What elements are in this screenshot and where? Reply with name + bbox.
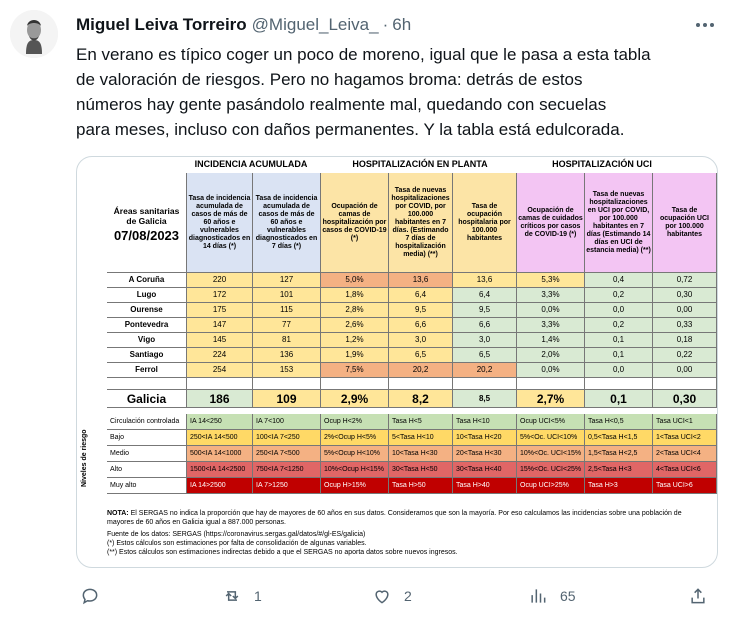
note-label: NOTA: <box>107 510 129 517</box>
areas-header-cell <box>107 173 187 273</box>
total-cell: 0,1 <box>585 390 653 408</box>
share-button[interactable] <box>688 584 708 608</box>
footnote-2: (**) Estos cálculos son estimaciones indirectas debido a que el SERGAS no aporta datos sobre nuevos ingresos. <box>107 549 458 556</box>
data-cell: 3,3% <box>517 318 585 333</box>
reply-icon <box>80 586 100 606</box>
spacer-cell <box>453 378 517 390</box>
area-name: Ferrol <box>107 363 187 378</box>
retweet-icon <box>222 586 242 606</box>
tweet-text: En verano es típico coger un poco de moreno, igual que le pasa a esta tabla de valoración de riesgos. Pero no hagamos broma: detrás de estos números hay gente pasándolo realmente mal, quedando con secuelas para meses, incluso con daños permanentes. Y la tabla está edulcorada. <box>76 45 651 139</box>
data-cell: 3,3% <box>517 288 585 303</box>
author-name[interactable]: Miguel Leiva Torreiro <box>76 15 247 34</box>
data-cell: 9,5 <box>389 303 453 318</box>
data-cell: 5,0% <box>321 273 389 288</box>
tweet-image[interactable] <box>76 156 718 568</box>
area-name: A Coruña <box>107 273 187 288</box>
like-count: 2 <box>404 588 412 604</box>
data-cell: 254 <box>187 363 253 378</box>
risk-threshold-cell: IA 7>1250 <box>253 478 321 494</box>
section-hospital-ward: HOSPITALIZACIÓN EN PLANTA <box>352 159 488 169</box>
areas-title: Áreas sanitarias de Galicia <box>113 205 180 226</box>
data-cell: 1,9% <box>321 348 389 363</box>
column-header: Tasa de ocupación UCI por 100.000 habitantes <box>653 173 717 273</box>
total-cell: 186 <box>187 390 253 408</box>
data-cell: 0,33 <box>653 318 717 333</box>
risk-threshold-cell: 1,5<Tasa H<2,5 <box>585 446 653 462</box>
risk-threshold-cell: 5<Tasa H<10 <box>389 430 453 446</box>
spacer-cell <box>187 378 253 390</box>
risk-level-name: Circulación controlada <box>107 414 187 430</box>
tweet-time[interactable]: 6h <box>392 15 412 34</box>
risk-level-name: Alto <box>107 462 187 478</box>
data-cell: 1,2% <box>321 333 389 348</box>
data-cell: 2,0% <box>517 348 585 363</box>
data-cell: 0,00 <box>653 363 717 378</box>
risk-threshold-cell: 0,5<Tasa H<1,5 <box>585 430 653 446</box>
data-cell: 147 <box>187 318 253 333</box>
total-cell: 8,2 <box>389 390 453 408</box>
data-cell: 0,0 <box>585 363 653 378</box>
total-cell: 109 <box>253 390 321 408</box>
data-cell: 0,2 <box>585 318 653 333</box>
data-cell: 101 <box>253 288 321 303</box>
view-count: 65 <box>560 588 576 604</box>
data-cell: 0,72 <box>653 273 717 288</box>
avatar[interactable] <box>10 10 58 58</box>
data-cell: 220 <box>187 273 253 288</box>
heart-icon <box>372 586 392 606</box>
column-header: Tasa de incidencia acumulada de casos de más de 60 años e vulnerables diagnosticados en 14 días (*) <box>187 173 253 273</box>
tweet-actions <box>76 584 722 608</box>
total-area-name: Galicia <box>107 390 187 408</box>
views-button[interactable] <box>528 584 576 608</box>
spacer-cell <box>389 378 453 390</box>
risk-level-name: Muy alto <box>107 478 187 494</box>
risk-threshold-cell: 250<IA 14<500 <box>187 430 253 446</box>
risk-threshold-cell: Tasa H<5 <box>389 414 453 430</box>
area-name: Santiago <box>107 348 187 363</box>
data-cell: 1,8% <box>321 288 389 303</box>
data-cell: 3,0 <box>389 333 453 348</box>
data-cell: 0,0% <box>517 363 585 378</box>
risk-threshold-cell: 2%<Ocup H<5% <box>321 430 389 446</box>
risk-threshold-cell: 5%<Oc. UCI<10% <box>517 430 585 446</box>
section-hospital-icu: HOSPITALIZACIÓN UCI <box>552 159 652 169</box>
risk-threshold-cell: Tasa UCI<1 <box>653 414 717 430</box>
risk-threshold-cell: 5%<Ocup H<10% <box>321 446 389 462</box>
column-header: Tasa de incidencia acumulada de casos de más de 60 años e vulnerables diagnosticados en 7 días (*) <box>253 173 321 273</box>
risk-axis-label: Niveles de riesgo <box>81 429 88 487</box>
tweet-header <box>76 14 411 36</box>
risk-threshold-cell: Tasa UCI>6 <box>653 478 717 494</box>
risk-threshold-cell: 10<Tasa H<20 <box>453 430 517 446</box>
data-cell: 224 <box>187 348 253 363</box>
author-handle[interactable]: @Miguel_Leiva_ <box>251 15 379 34</box>
risk-threshold-cell: 250<IA 7<500 <box>253 446 321 462</box>
risk-level-name: Medio <box>107 446 187 462</box>
spacer-cell <box>585 378 653 390</box>
more-options-button[interactable] <box>692 14 718 36</box>
risk-threshold-cell: Tasa H<0,5 <box>585 414 653 430</box>
data-cell: 5,3% <box>517 273 585 288</box>
data-cell: 115 <box>253 303 321 318</box>
risk-threshold-cell: IA 7<100 <box>253 414 321 430</box>
risk-threshold-cell: Tasa H<10 <box>453 414 517 430</box>
data-cell: 2,6% <box>321 318 389 333</box>
risk-threshold-cell: Tasa H>50 <box>389 478 453 494</box>
area-name: Ourense <box>107 303 187 318</box>
data-cell: 20,2 <box>389 363 453 378</box>
risk-threshold-cell: 10%<Oc. UCI<15% <box>517 446 585 462</box>
risk-threshold-cell: 2<Tasa UCI<4 <box>653 446 717 462</box>
column-header: Tasa de nuevas hospitalizaciones por COVID, por 100.000 habitantes en 7 días. (Estimando 7 días de hospitalización media) (**) <box>389 173 453 273</box>
data-cell: 9,5 <box>453 303 517 318</box>
risk-threshold-cell: 15%<Oc. UCI<25% <box>517 462 585 478</box>
data-cell: 77 <box>253 318 321 333</box>
data-cell: 2,8% <box>321 303 389 318</box>
note-text: El SERGAS no indica la proporción que hay de mayores de 60 años en sus datos. Consideramos que son la mayoría. Por eso calculamos las incidencias sobre una población de mayores de 60 años en Galicia igual a 887.000 personas. <box>107 510 682 526</box>
risk-threshold-cell: Tasa H>3 <box>585 478 653 494</box>
data-cell: 13,6 <box>453 273 517 288</box>
data-cell: 0,1 <box>585 333 653 348</box>
risk-threshold-cell: Ocup H<2% <box>321 414 389 430</box>
risk-threshold-cell: 30<Tasa H<40 <box>453 462 517 478</box>
data-cell: 0,4 <box>585 273 653 288</box>
views-chart-icon <box>528 586 548 606</box>
risk-threshold-cell: 750<IA 7<1250 <box>253 462 321 478</box>
risk-threshold-cell: IA 14>2500 <box>187 478 253 494</box>
risk-threshold-cell: Ocup UCI<5% <box>517 414 585 430</box>
total-cell: 0,30 <box>653 390 717 408</box>
total-cell: 2,7% <box>517 390 585 408</box>
risk-threshold-cell: Tasa H>40 <box>453 478 517 494</box>
like-button[interactable] <box>372 584 412 608</box>
spacer-cell <box>653 378 717 390</box>
data-cell: 145 <box>187 333 253 348</box>
data-cell: 153 <box>253 363 321 378</box>
data-cell: 0,18 <box>653 333 717 348</box>
data-cell: 7,5% <box>321 363 389 378</box>
data-cell: 6,6 <box>453 318 517 333</box>
data-cell: 13,6 <box>389 273 453 288</box>
risk-threshold-cell: 10<Tasa H<30 <box>389 446 453 462</box>
table-date: 07/08/2023 <box>113 227 180 243</box>
area-name: Lugo <box>107 288 187 303</box>
data-cell: 6,4 <box>389 288 453 303</box>
data-cell: 0,1 <box>585 348 653 363</box>
area-name: Vigo <box>107 333 187 348</box>
spacer-cell <box>517 378 585 390</box>
risk-threshold-cell: Ocup H>15% <box>321 478 389 494</box>
separator-dot: · <box>382 15 389 34</box>
spacer-cell <box>321 378 389 390</box>
risk-threshold-cell: 20<Tasa H<30 <box>453 446 517 462</box>
data-cell: 0,22 <box>653 348 717 363</box>
data-cell: 0,0 <box>585 303 653 318</box>
data-cell: 1,4% <box>517 333 585 348</box>
share-icon <box>688 586 708 606</box>
spacer-cell <box>253 378 321 390</box>
risk-threshold-cell: IA 14<250 <box>187 414 253 430</box>
risk-threshold-cell: 4<Tasa UCI<6 <box>653 462 717 478</box>
data-cell: 136 <box>253 348 321 363</box>
data-cell: 81 <box>253 333 321 348</box>
spacer-cell <box>107 378 187 390</box>
data-cell: 6,5 <box>389 348 453 363</box>
section-incidence: INCIDENCIA ACUMULADA <box>194 159 308 169</box>
footnote-1: (*) Estos cálculos son estimaciones por falta de consolidación de algunas variables. <box>107 540 367 547</box>
data-cell: 6,4 <box>453 288 517 303</box>
data-cell: 20,2 <box>453 363 517 378</box>
data-cell: 0,00 <box>653 303 717 318</box>
retweet-button[interactable] <box>222 584 262 608</box>
risk-threshold-cell: 1500<IA 14<2500 <box>187 462 253 478</box>
area-name: Pontevedra <box>107 318 187 333</box>
data-cell: 6,6 <box>389 318 453 333</box>
data-cell: 0,2 <box>585 288 653 303</box>
avatar-portrait-icon <box>10 10 58 58</box>
table-notes <box>107 509 707 557</box>
risk-threshold-cell: 30<Tasa H<50 <box>389 462 453 478</box>
total-cell: 8,5 <box>453 390 517 408</box>
reply-button[interactable] <box>80 584 112 608</box>
data-cell: 0,30 <box>653 288 717 303</box>
risk-threshold-cell: 500<IA 14<1000 <box>187 446 253 462</box>
column-header: Ocupación de camas de hospitalización por casos de COVID-19 (*) <box>321 173 389 273</box>
total-cell: 2,9% <box>321 390 389 408</box>
data-cell: 0,0% <box>517 303 585 318</box>
risk-threshold-cell: 10%<Ocup H<15% <box>321 462 389 478</box>
retweet-count: 1 <box>254 588 262 604</box>
risk-threshold-cell: 1<Tasa UCI<2 <box>653 430 717 446</box>
data-cell: 6,5 <box>453 348 517 363</box>
risk-threshold-cell: Ocup UCI>25% <box>517 478 585 494</box>
column-header: Tasa de ocupación hospitalaria por 100.000 habitantes <box>453 173 517 273</box>
data-cell: 172 <box>187 288 253 303</box>
more-icon <box>692 14 718 36</box>
column-header: Ocupación de camas de cuidados críticos por casos de COVID-19 (*) <box>517 173 585 273</box>
risk-level-name: Bajo <box>107 430 187 446</box>
data-cell: 3,0 <box>453 333 517 348</box>
data-cell: 127 <box>253 273 321 288</box>
data-cell: 175 <box>187 303 253 318</box>
risk-threshold-cell: 2,5<Tasa H<3 <box>585 462 653 478</box>
column-header: Tasa de nuevas hospitalizaciones en UCI por COVID, por 100.000 habitantes en 7 días (Estimando 14 días en UCI de estancia media) (**) <box>585 173 653 273</box>
source-text: Fuente de los datos: SERGAS (https://coronavirus.sergas.gal/datos/#/gl-ES/galicia) <box>107 531 366 538</box>
risk-threshold-cell: 100<IA 7<250 <box>253 430 321 446</box>
